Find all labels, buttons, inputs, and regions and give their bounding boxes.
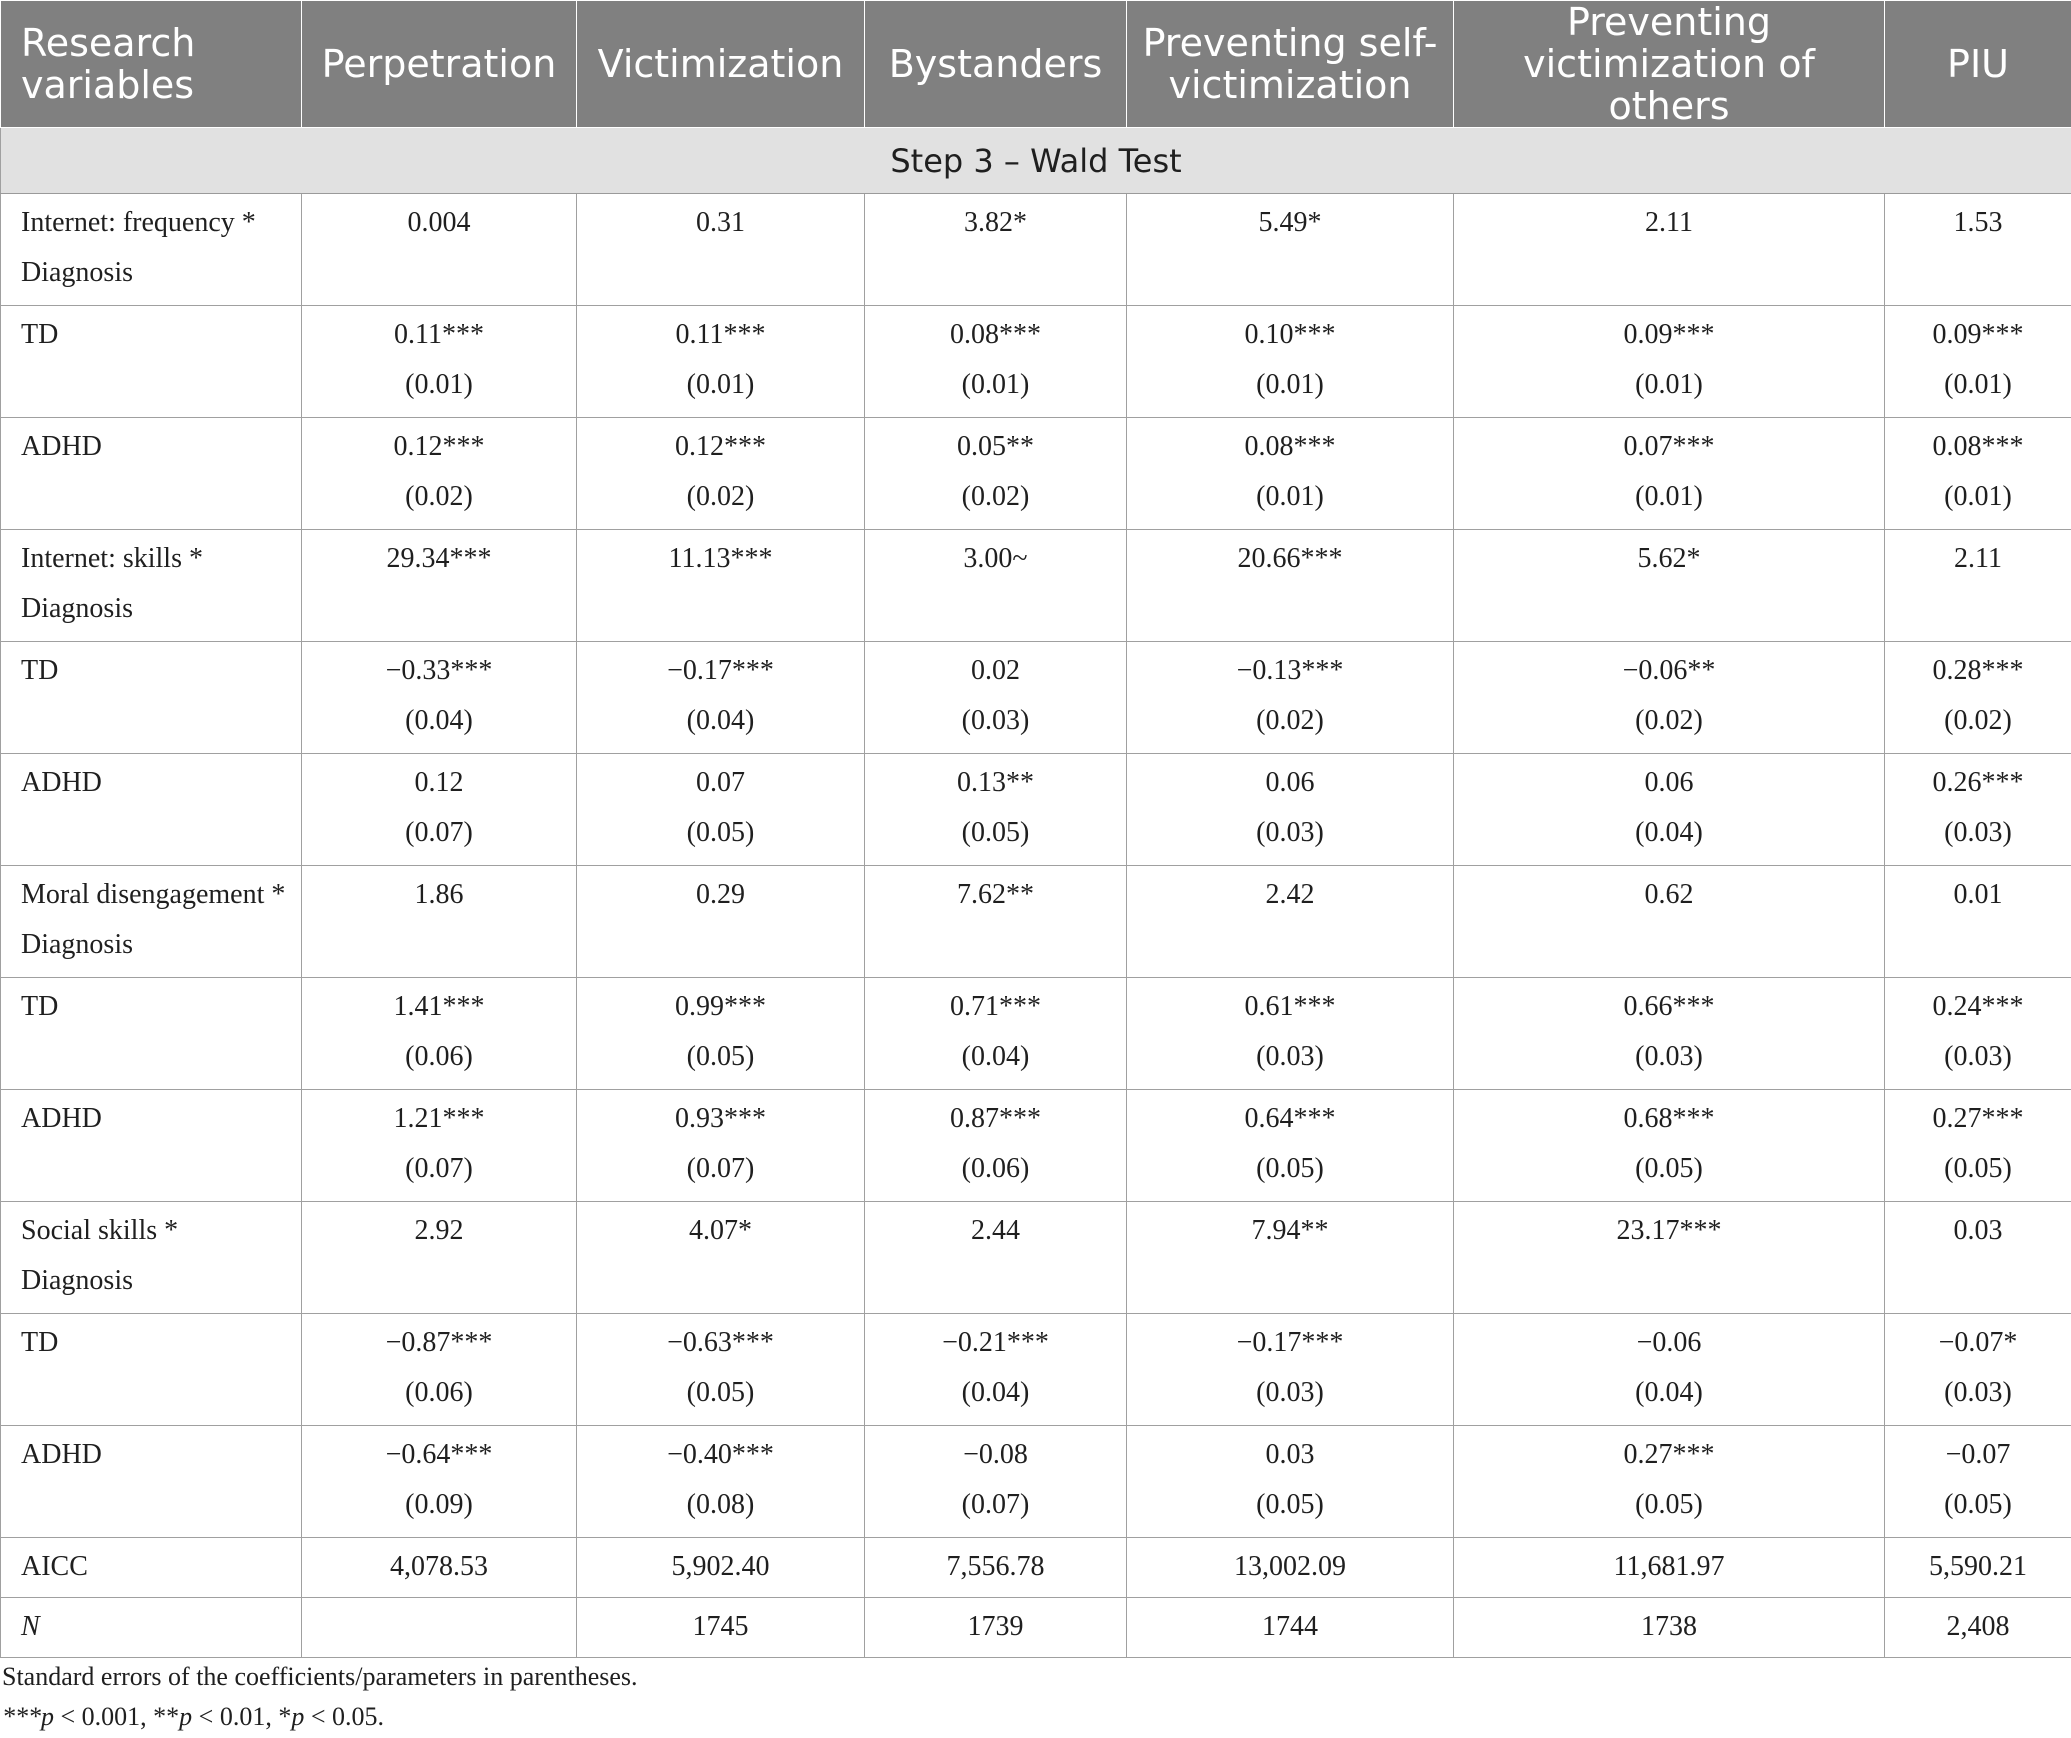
cell-standard-error: (0.08) <box>686 1489 755 1520</box>
table-cell <box>577 530 865 642</box>
cell-value: 0.01 <box>1953 879 2003 910</box>
cell-standard-error: (0.01) <box>1256 481 1324 512</box>
table-cell <box>577 1426 865 1538</box>
cell-standard-error: (0.04) <box>405 705 473 736</box>
header-perpetration: Perpetration <box>302 1 577 128</box>
header-victimization: Victimization <box>577 1 865 128</box>
cell-value: 0.27*** <box>1932 1103 2024 1134</box>
header-bystanders: Bystanders <box>865 1 1127 128</box>
table-row <box>1 642 2071 754</box>
row-label: TD <box>1 306 302 418</box>
table-cell <box>865 1202 1127 1314</box>
table-row <box>1 978 2071 1090</box>
cell-value: 0.24*** <box>1932 991 2024 1022</box>
table-cell <box>865 1314 1127 1426</box>
cell-value: 13,002.09 <box>1234 1551 1346 1582</box>
table-cell <box>1885 1538 2071 1598</box>
cell-standard-error: (0.02) <box>1944 705 2012 736</box>
table-cell <box>302 418 577 530</box>
table-cell <box>1885 1202 2071 1314</box>
cell-standard-error: (0.01) <box>1635 369 1703 400</box>
cell-standard-error: (0.07) <box>961 1489 1030 1520</box>
table-cell <box>865 978 1127 1090</box>
table-row <box>1 1598 2071 1658</box>
cell-value: 0.87*** <box>950 1103 1041 1134</box>
table-cell <box>1127 754 1454 866</box>
table-cell <box>865 530 1127 642</box>
table-cell <box>1454 754 1885 866</box>
cell-value: 0.93*** <box>675 1103 766 1134</box>
cell-standard-error: (0.07) <box>405 817 473 848</box>
cell-value: 3.00~ <box>963 543 1028 574</box>
row-label: Internet: frequency * Diagnosis <box>1 194 302 306</box>
cell-value: 2.44 <box>971 1215 1020 1246</box>
table-cell <box>1885 306 2071 418</box>
cell-standard-error: (0.02) <box>1256 705 1324 736</box>
table-cell <box>302 754 577 866</box>
table-cell <box>1127 642 1454 754</box>
cell-standard-error: (0.09) <box>405 1489 473 1520</box>
table-cell <box>1885 1314 2071 1426</box>
table-cell <box>865 306 1127 418</box>
row-label: TD <box>1 642 302 754</box>
cell-value: 0.02 <box>971 655 1020 686</box>
row-label: ADHD <box>1 1090 302 1202</box>
cell-value: 5,590.21 <box>1929 1551 2027 1582</box>
cell-value: 0.71*** <box>950 991 1041 1022</box>
cell-value: 4,078.53 <box>390 1551 488 1582</box>
row-label: Moral disengagement * Diagnosis <box>1 866 302 978</box>
table-cell <box>1885 418 2071 530</box>
cell-standard-error: (0.03) <box>1635 1041 1703 1072</box>
cell-value: −0.40*** <box>667 1439 774 1470</box>
table-cell <box>577 1090 865 1202</box>
cell-value: 0.28*** <box>1932 655 2024 686</box>
table-cell <box>1454 418 1885 530</box>
cell-value: 29.34*** <box>386 543 492 574</box>
table-cell <box>1127 1598 1454 1658</box>
row-label: ADHD <box>1 1426 302 1538</box>
cell-standard-error: (0.01) <box>1944 481 2012 512</box>
table-cell <box>865 1598 1127 1658</box>
cell-value: 0.09*** <box>1623 319 1715 350</box>
table-cell <box>1885 1426 2071 1538</box>
cell-standard-error: (0.06) <box>405 1377 473 1408</box>
cell-value: 0.12 <box>414 767 464 798</box>
table-cell <box>1885 1598 2071 1658</box>
table-cell <box>302 194 577 306</box>
cell-standard-error: (0.06) <box>405 1041 473 1072</box>
cell-value: −0.06 <box>1636 1327 1702 1358</box>
table-row <box>1 1202 2071 1314</box>
cell-value: 2.11 <box>1954 543 2002 574</box>
table-cell <box>1885 194 2071 306</box>
table-cell <box>1454 306 1885 418</box>
cell-standard-error: (0.05) <box>1944 1489 2012 1520</box>
table-cell <box>577 978 865 1090</box>
cell-value: 20.66*** <box>1237 543 1343 574</box>
cell-value: 0.62 <box>1644 879 1694 910</box>
cell-value: 0.03 <box>1953 1215 2003 1246</box>
cell-value: 0.07*** <box>1623 431 1715 462</box>
cell-value: 0.08*** <box>1932 431 2024 462</box>
cell-value: −0.87*** <box>385 1327 493 1358</box>
cell-value: 0.03 <box>1265 1439 1315 1470</box>
cell-standard-error: (0.03) <box>1256 817 1324 848</box>
cell-value: −0.13*** <box>1236 655 1344 686</box>
cell-value: 23.17*** <box>1616 1215 1722 1246</box>
row-label: AICC <box>1 1538 302 1598</box>
cell-value: 11.13*** <box>668 543 773 574</box>
table-cell <box>1127 306 1454 418</box>
table-row <box>1 754 2071 866</box>
cell-value: 1.21*** <box>393 1103 485 1134</box>
table-cell <box>302 306 577 418</box>
cell-standard-error: (0.03) <box>1944 817 2012 848</box>
row-label: Internet: skills * Diagnosis <box>1 530 302 642</box>
table-cell <box>1454 978 1885 1090</box>
row-label: ADHD <box>1 418 302 530</box>
table-cell <box>865 754 1127 866</box>
cell-value: −0.07* <box>1938 1327 2018 1358</box>
table-cell <box>577 1202 865 1314</box>
table-cell <box>302 642 577 754</box>
table-cell <box>865 1426 1127 1538</box>
cell-standard-error: (0.03) <box>1256 1041 1324 1072</box>
table-cell <box>1885 866 2071 978</box>
table-cell <box>1127 1538 1454 1598</box>
table-cell <box>1454 1202 1885 1314</box>
cell-standard-error: (0.05) <box>1944 1153 2012 1184</box>
table-cell <box>1885 530 2071 642</box>
table-cell <box>1454 866 1885 978</box>
cell-value: 7,556.78 <box>946 1551 1045 1582</box>
table-cell <box>1454 1314 1885 1426</box>
cell-value: 2.92 <box>414 1215 464 1246</box>
table-cell <box>865 642 1127 754</box>
table-cell <box>1885 754 2071 866</box>
cell-value: 0.10*** <box>1244 319 1336 350</box>
cell-value: 0.08*** <box>950 319 1041 350</box>
cell-standard-error: (0.05) <box>961 817 1030 848</box>
table-cell <box>302 1538 577 1598</box>
cell-standard-error: (0.04) <box>961 1041 1030 1072</box>
cell-value: 5,902.40 <box>671 1551 770 1582</box>
cell-standard-error: (0.01) <box>961 369 1030 400</box>
cell-standard-error: (0.07) <box>686 1153 755 1184</box>
row-label: ADHD <box>1 754 302 866</box>
table-row <box>1 418 2071 530</box>
cell-value: 0.13** <box>957 767 1034 798</box>
cell-value: 1745 <box>692 1611 749 1642</box>
cell-value: −0.63*** <box>667 1327 774 1358</box>
cell-value: 0.11*** <box>394 319 484 350</box>
cell-value: 0.31 <box>696 207 745 238</box>
cell-value: 0.12*** <box>675 431 766 462</box>
cell-value: −0.07 <box>1945 1439 2011 1470</box>
cell-value: 0.07 <box>696 767 745 798</box>
cell-standard-error: (0.02) <box>686 481 755 512</box>
table-cell <box>1127 530 1454 642</box>
cell-value: 0.05** <box>957 431 1034 462</box>
cell-standard-error: (0.03) <box>1944 1377 2012 1408</box>
cell-value: 0.08*** <box>1244 431 1336 462</box>
cell-standard-error: (0.04) <box>1635 1377 1703 1408</box>
cell-value: 3.82* <box>964 207 1027 238</box>
cell-value: 0.09*** <box>1932 319 2024 350</box>
table-body <box>1 128 2071 1658</box>
cell-standard-error: (0.06) <box>961 1153 1030 1184</box>
cell-standard-error: (0.01) <box>405 369 473 400</box>
table-row <box>1 194 2071 306</box>
table-cell <box>302 978 577 1090</box>
cell-value: 0.06 <box>1644 767 1694 798</box>
cell-standard-error: (0.04) <box>686 705 755 736</box>
table-row <box>1 1314 2071 1426</box>
cell-value: 0.12*** <box>393 431 485 462</box>
table-cell <box>577 866 865 978</box>
cell-standard-error: (0.05) <box>1256 1153 1324 1184</box>
cell-value: 7.94** <box>1251 1215 1329 1246</box>
cell-value: 1744 <box>1262 1611 1318 1642</box>
table-cell <box>302 1202 577 1314</box>
table-cell <box>1454 642 1885 754</box>
table-cell <box>577 1598 865 1658</box>
header-preventing-self-victimization: Preventing self-victimization <box>1127 1 1454 128</box>
table-row <box>1 1538 2071 1598</box>
cell-value: 0.26*** <box>1932 767 2024 798</box>
cell-standard-error: (0.03) <box>1256 1377 1324 1408</box>
cell-standard-error: (0.01) <box>1635 481 1703 512</box>
table-cell <box>302 530 577 642</box>
cell-value: 1.53 <box>1953 207 2003 238</box>
table-cell <box>1885 978 2071 1090</box>
row-label: N <box>1 1598 302 1658</box>
cell-value: 7.62** <box>957 879 1034 910</box>
cell-standard-error: (0.07) <box>405 1153 473 1184</box>
table-cell <box>865 866 1127 978</box>
cell-value: 0.99*** <box>675 991 766 1022</box>
cell-standard-error: (0.01) <box>1256 369 1324 400</box>
cell-standard-error: (0.02) <box>1635 705 1703 736</box>
cell-value: 0.11*** <box>675 319 766 350</box>
cell-value: 0.27*** <box>1623 1439 1715 1470</box>
section-row <box>1 128 2071 194</box>
cell-value: 0.61*** <box>1244 991 1336 1022</box>
table-cell <box>302 1090 577 1202</box>
table-cell <box>1127 1202 1454 1314</box>
table-row <box>1 866 2071 978</box>
cell-value: 5.62* <box>1637 543 1701 574</box>
cell-value: 1738 <box>1641 1611 1697 1642</box>
table-notes <box>0 1657 2071 1737</box>
table-cell <box>865 418 1127 530</box>
cell-standard-error: (0.05) <box>686 817 755 848</box>
cell-standard-error: (0.03) <box>961 705 1030 736</box>
row-label: TD <box>1 978 302 1090</box>
table-cell <box>577 418 865 530</box>
cell-value: −0.17*** <box>667 655 774 686</box>
section-title: Step 3 – Wald Test <box>1 128 2071 194</box>
table-row <box>1 1090 2071 1202</box>
note-significance: ***p < 0.001, **p < 0.01, *p < 0.05. <box>2 1702 385 1731</box>
cell-standard-error: (0.04) <box>961 1377 1030 1408</box>
cell-standard-error: (0.03) <box>1944 1041 2012 1072</box>
table-row <box>1 306 2071 418</box>
cell-value: 2.42 <box>1265 879 1315 910</box>
table-cell <box>865 1538 1127 1598</box>
cell-standard-error: (0.05) <box>686 1041 755 1072</box>
cell-value: 0.004 <box>407 207 471 238</box>
table-cell <box>1885 1090 2071 1202</box>
cell-value: 4.07* <box>689 1215 752 1246</box>
header-row <box>1 1 2071 128</box>
table-cell <box>865 194 1127 306</box>
cell-value: 0.66*** <box>1623 991 1715 1022</box>
cell-value: −0.33*** <box>385 655 493 686</box>
table-cell <box>1454 194 1885 306</box>
table-cell <box>1454 1538 1885 1598</box>
cell-value: −0.64*** <box>385 1439 493 1470</box>
cell-standard-error: (0.05) <box>686 1377 755 1408</box>
cell-value: 1.41*** <box>393 991 485 1022</box>
table-cell <box>1127 1314 1454 1426</box>
cell-value: 11,681.97 <box>1613 1551 1725 1582</box>
cell-value: 0.64*** <box>1244 1103 1336 1134</box>
table-cell <box>1127 1090 1454 1202</box>
row-label: Social skills * Diagnosis <box>1 1202 302 1314</box>
cell-standard-error: (0.05) <box>1635 1153 1703 1184</box>
cell-standard-error: (0.01) <box>1944 369 2012 400</box>
table-row <box>1 530 2071 642</box>
cell-standard-error: (0.04) <box>1635 817 1703 848</box>
cell-value: 1739 <box>967 1611 1024 1642</box>
table-cell <box>302 1314 577 1426</box>
cell-value: 2.11 <box>1645 207 1693 238</box>
cell-value: −0.08 <box>963 1439 1028 1470</box>
table-cell <box>865 1090 1127 1202</box>
table-cell <box>1127 978 1454 1090</box>
cell-value: 1.86 <box>414 879 464 910</box>
header-preventing-victimization-of-others: Preventing victimization of others <box>1454 1 1885 128</box>
table-row <box>1 1426 2071 1538</box>
cell-value: 5.49* <box>1258 207 1322 238</box>
header-research-variables: Research variables <box>1 1 302 128</box>
table-cell <box>1454 530 1885 642</box>
cell-value: 0.06 <box>1265 767 1315 798</box>
table-cell <box>577 642 865 754</box>
table-cell <box>1127 1426 1454 1538</box>
cell-standard-error: (0.05) <box>1256 1489 1324 1520</box>
table-cell <box>1454 1598 1885 1658</box>
table-cell <box>302 866 577 978</box>
table-cell <box>577 1314 865 1426</box>
table-cell <box>577 194 865 306</box>
table-cell <box>577 306 865 418</box>
cell-value: 0.29 <box>696 879 745 910</box>
table-cell <box>1127 866 1454 978</box>
note-standard-errors: Standard errors of the coefficients/parameters in parentheses. <box>2 1662 638 1691</box>
table-cell <box>302 1426 577 1538</box>
cell-value: −0.21*** <box>942 1327 1049 1358</box>
table-cell <box>577 1538 865 1598</box>
header-piu: PIU <box>1885 1 2071 128</box>
table-cell <box>1127 418 1454 530</box>
table-cell <box>1127 194 1454 306</box>
cell-value: −0.06** <box>1622 655 1716 686</box>
cell-value: 2,408 <box>1946 1611 2010 1642</box>
cell-value: −0.17*** <box>1236 1327 1344 1358</box>
table-cell <box>302 1598 577 1658</box>
cell-value: 0.68*** <box>1623 1103 1715 1134</box>
row-label: TD <box>1 1314 302 1426</box>
table-cell <box>1885 642 2071 754</box>
cell-standard-error: (0.01) <box>686 369 755 400</box>
table-cell <box>1454 1426 1885 1538</box>
cell-standard-error: (0.02) <box>961 481 1030 512</box>
cell-standard-error: (0.02) <box>405 481 473 512</box>
cell-standard-error: (0.05) <box>1635 1489 1703 1520</box>
table-cell <box>1454 1090 1885 1202</box>
table-cell <box>577 754 865 866</box>
